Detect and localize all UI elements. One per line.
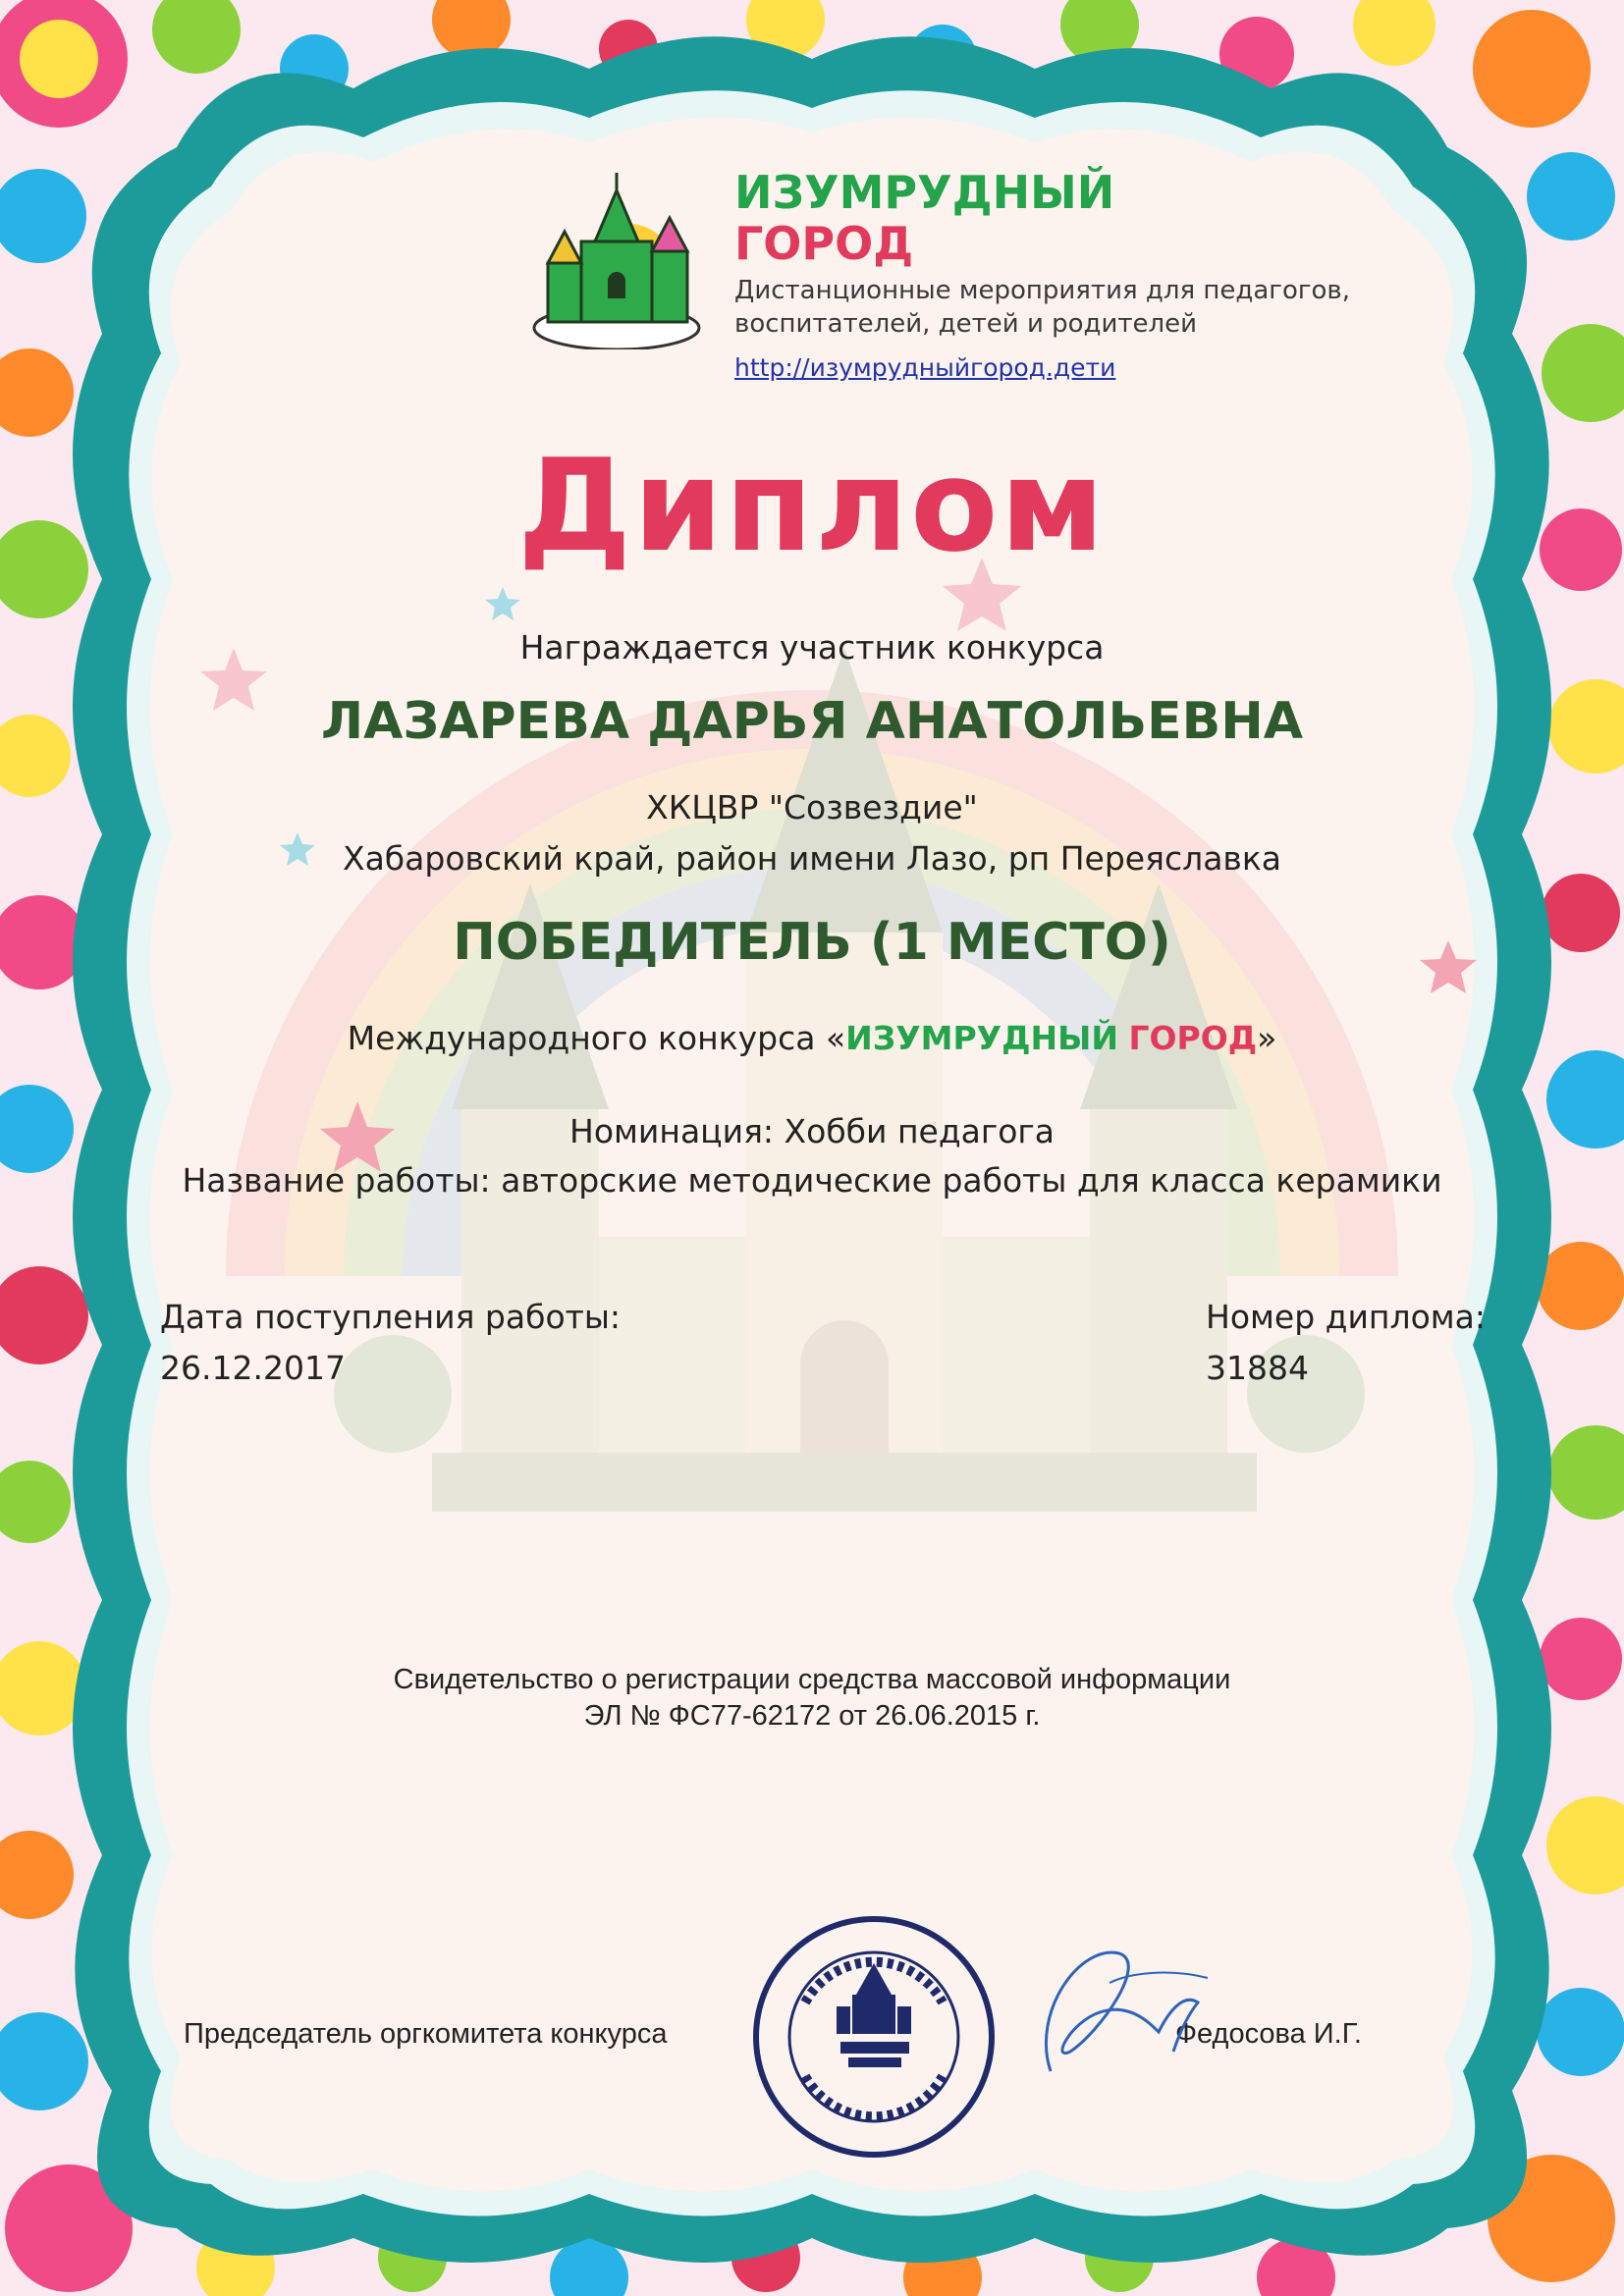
registration-line-2: ЭЛ № ФС77-62172 от 26.06.2015 г. xyxy=(583,1700,1041,1732)
date-label: Дата поступления работы: xyxy=(160,1298,622,1336)
logo-subtitle-2: воспитателей, детей и родителей xyxy=(734,309,1198,339)
site-link[interactable]: http://изумрудныйгород.дети xyxy=(734,353,1116,382)
logo-subtitle-1: Дистанционные мероприятия для педагогов, xyxy=(734,276,1351,305)
contest-name-green: ИЗУМРУДНЫЙ xyxy=(845,1019,1118,1057)
logo-title-green: ИЗУМРУДНЫЙ xyxy=(734,166,1115,219)
castle-icon xyxy=(530,173,703,349)
location: Хабаровский край, район имени Лазо, рп Переяславка xyxy=(342,839,1282,878)
number-value: 31884 xyxy=(1206,1349,1309,1387)
work-title: Название работы: авторские методические работы для класса керамики xyxy=(182,1161,1442,1200)
contest-line xyxy=(0,1019,1624,1057)
registration-line-1: Свидетельство о регистрации средства массовой информации xyxy=(393,1664,1231,1695)
stamp-icon xyxy=(746,1904,1021,2169)
organization: ХКЦВР "Созвездие" xyxy=(646,788,978,827)
contest-prefix: Международного конкурса « xyxy=(347,1019,846,1057)
date-value: 26.12.2017 xyxy=(160,1349,346,1387)
chairman-name: Федосова И.Г. xyxy=(1175,2018,1362,2050)
nomination: Номинация: Хобби педагога xyxy=(569,1112,1055,1150)
contest-suffix: » xyxy=(1257,1019,1277,1057)
logo-title-red: ГОРОД xyxy=(734,217,914,270)
number-label: Номер диплома: xyxy=(1206,1298,1486,1336)
contest-name-red: ГОРОД xyxy=(1128,1019,1258,1057)
diploma-heading: Диплом xyxy=(517,431,1107,580)
signature xyxy=(1011,1924,1218,2091)
awarded-text: Награждается участник конкурса xyxy=(519,628,1105,667)
participant-name: ЛАЗАРЕВА ДАРЬЯ АНАТОЛЬЕВНА xyxy=(320,692,1304,751)
contest-name-space xyxy=(1118,1019,1129,1057)
chairman-label: Председатель оргкомитета конкурса xyxy=(184,2018,668,2050)
result-title: ПОБЕДИТЕЛЬ (1 МЕСТО) xyxy=(453,913,1171,972)
